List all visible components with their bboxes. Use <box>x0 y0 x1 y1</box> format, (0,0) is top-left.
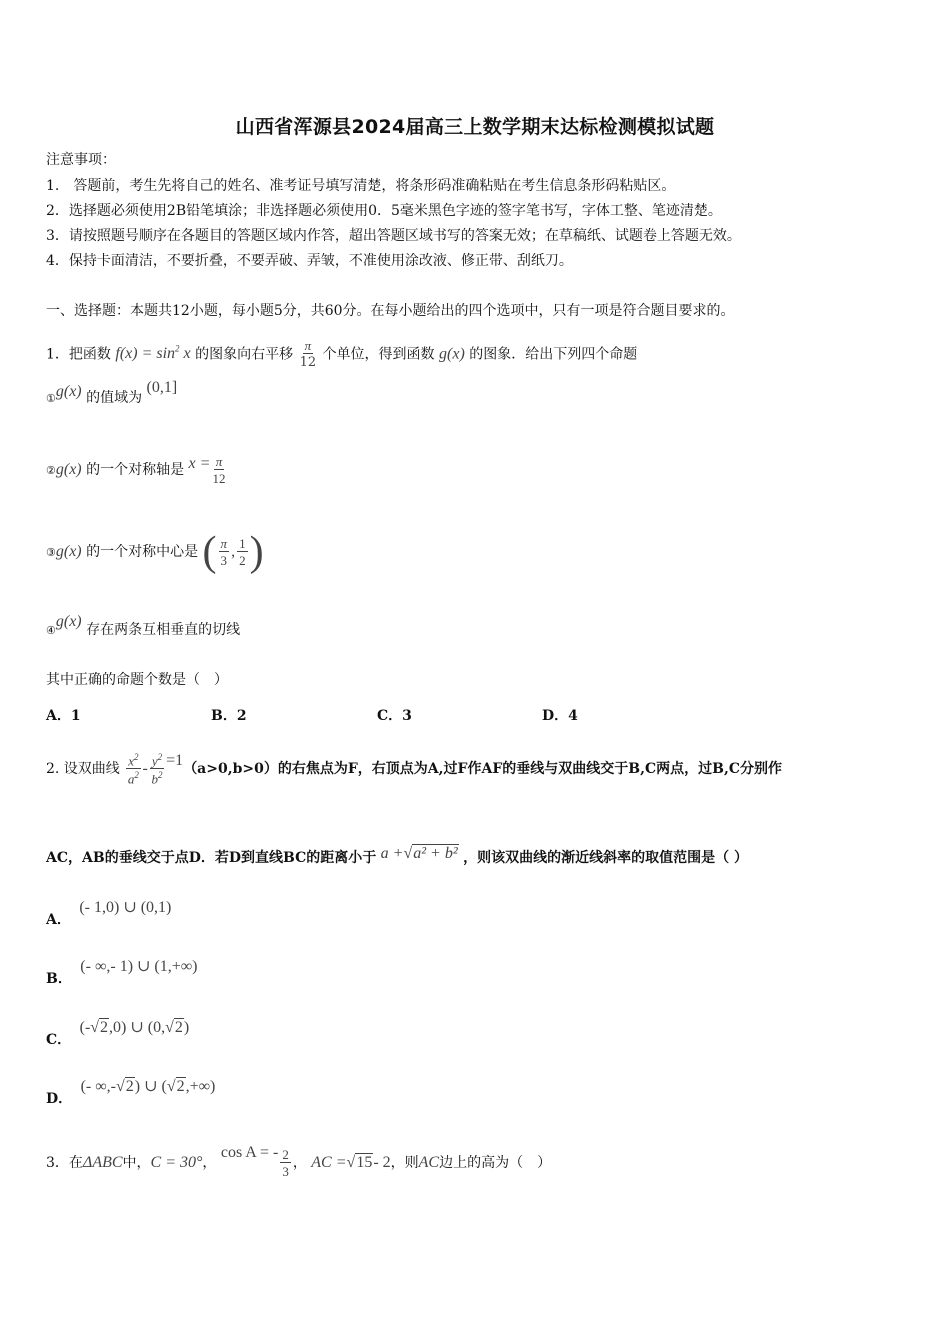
q2-option-d[interactable]: D． (- ∞,-√2) ∪ (√2,+∞) <box>46 1078 216 1107</box>
q2-stem-line-1: 2. 设双曲线 $\frac{x^2}{a^2}$ - $\frac{y^2}{b^2}$ =1（a>0,b>0）的右焦点为F，右顶点为A,过F作AF的垂线与双曲线交于B,C两点，过B,C分别作 <box>46 751 782 787</box>
q1-prop-4: ④g(x) 存在两条互相垂直的切线 <box>46 613 241 638</box>
section1-heading: 一、选择题：本题共12小题，每小题5分，共60分。在每小题给出的四个选项中，只有一项是符合题目要求的。 <box>46 303 735 319</box>
exam-title: 山西省浑源县2024届高三上数学期末达标检测模拟试题 <box>235 116 715 138</box>
q2-option-a[interactable]: A． (- 1,0) ∪ (0,1) <box>46 899 172 928</box>
q2-stem-line-2: AC，AB的垂线交于点D．若D到直线BC的距离小于 a +√a² + b² ，则该双曲线的渐近线斜率的取值范围是（ ） <box>46 845 748 866</box>
q1-shift-fraction: $\frac{\pi}{12}$ <box>299 338 317 371</box>
notice-item-3: 3．请按照题号顺序在各题目的答题区域内作答，超出答题区域书写的答案无效；在草稿纸、试题卷上答题无效。 <box>46 228 741 244</box>
q1-prop-3: ③g(x) 的一个对称中心是 ( $\frac{\pi}{3}$ , $\frac{1}{2}$ ) <box>46 529 264 575</box>
q1-option-c[interactable]: C．3 <box>377 708 412 724</box>
q1-option-a[interactable]: A．1 <box>46 708 81 724</box>
q1-g-expr: g(x) <box>439 345 465 363</box>
q1-prop-2: ②g(x) 的一个对称轴是 x = $\frac{\pi}{12}$ <box>46 454 226 486</box>
q2-option-c[interactable]: C． (-√2,0) ∪ (0,√2) <box>46 1019 190 1048</box>
q1-option-d[interactable]: D．4 <box>542 708 578 724</box>
q1-stem: 1．把函数 $f(x) = \sin^2 x$ 的图象向右平移 $\frac{\pi}{12}$ 个单位，得到函数 g(x) 的图象．给出下列四个命题 <box>46 338 638 371</box>
q1-prop-1: ①g(x) 的值域为 (0,1] <box>46 379 178 406</box>
notice-item-2: 2．选择题必须使用2B铅笔填涂；非选择题必须使用0．5毫米黑色字迹的签字笔书写，字体工整、笔迹清楚。 <box>46 203 722 219</box>
q2-option-b[interactable]: B． (- ∞,- 1) ∪ (1,+∞) <box>46 958 198 987</box>
q3-stem: 3．在ΔABC中，C = 30°， cos A = - $\frac{2}{3}$ ， AC =√15- 2，则AC边上的高为（ ） <box>46 1144 552 1179</box>
notice-item-4: 4．保持卡面清洁，不要折叠，不要弄破、弄皱，不准使用涂改液、修正带、刮纸刀。 <box>46 253 573 269</box>
notice-heading: 注意事项： <box>46 152 116 168</box>
q1-f-expr: $f(x) = \sin^2 x$ <box>115 344 191 363</box>
q1-option-b[interactable]: B．2 <box>211 708 247 724</box>
q1-prompt: 其中正确的命题个数是（ ） <box>46 672 228 688</box>
notice-item-1: 1. 答题前，考生先将自己的姓名、准考证号填写清楚，将条形码准确粘贴在考生信息条形码粘贴区。 <box>46 178 676 194</box>
